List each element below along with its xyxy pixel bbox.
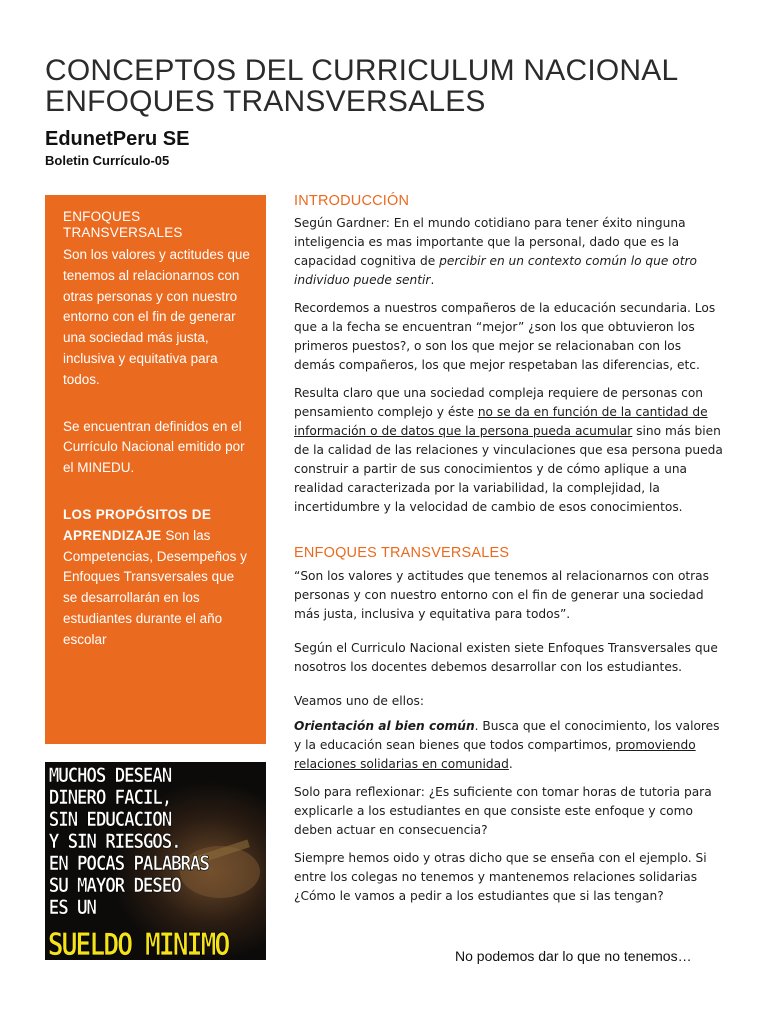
bulletin-label: Boletin Currículo-05 [45,153,170,168]
orientacion-end: . [508,757,513,771]
sidebar-heading-line-1: ENFOQUES [63,209,141,224]
orientacion-underline: promoviendo relaciones solidarias en comunidad [294,738,696,771]
intro-p3-rest: sino más bien de la calidad de las relaciones y vinculaciones que esa persona pueda construir a partir de sus conocimientos y de cómo aplique a una realidad caracterizada por la variabilidad, la complejidad, la incertidumbre y la velocidad de cambio de esos conocimientos. [294,424,723,514]
sidebar-definition: Son los valores y actitudes que tenemos al relacionarnos con otras personas y con nuestro entorno con el fin de generar una sociedad más justa, inclusiva y equitativa para todos. [63,247,250,387]
poster-line-5: EN POCAS PALABRAS [48,853,209,876]
enfoques-veamos: Veamos uno de ellos: [294,694,424,708]
main-column [294,192,724,906]
enfoques-reflexionar-paragraph: Solo para reflexionar: ¿Es suficiente con tomar horas de tutoria para explicarle a los estudiantes en que consiste este enfoque y como deben actuar en consecuencia? [294,785,712,837]
sidebar-heading-line-2: TRANSVERSALES [63,225,183,240]
title-line-1: CONCEPTOS DEL CURRICULUM NACIONAL [45,54,679,87]
intro-p1-italic: percibir en un contexto común lo que otro individuo puede sentir [294,254,697,287]
closing-statement: No podemos dar lo que no tenemos… [455,948,692,964]
intro-title: INTRODUCCIÓN [294,193,410,209]
poster-line-1: MUCHOS DESEAN [48,765,172,788]
enfoques-orientacion-paragraph [294,717,724,774]
poster-line-2: DINERO FACIL, [48,787,172,810]
enfoques-curriculo-paragraph: Según el Curriculo Nacional existen siete Enfoques Transversales que nosotros los docentes debemos desarrollar con los estudiantes. [294,641,718,674]
poster-highlight: SUELDO MINIMO [47,926,229,960]
intro-p3-underline: no se da en función de la cantidad de información o de datos que la persona pueda acumular [294,405,708,438]
orientacion-label: Orientación al bien común [294,719,475,733]
poster-graphic [45,762,266,960]
sidebar-purposes [63,505,252,651]
poster-line-7: ES UN [48,897,96,920]
sidebar-purposes-lead: LOS PROPÓSITOS DE APRENDIZAJE [63,506,212,543]
poster-line-4: Y SIN RIESGOS. [48,831,181,854]
sidebar-purposes-text: Son las Competencias, Desempeños y Enfoques Transversales que se desarrollarán en los estudiantes durante el año escolar [63,527,247,647]
enfoques-quote: “Son los valores y actitudes que tenemos al relacionarnos con otras personas y con nuestro entorno con el fin de generar una sociedad más justa, inclusiva y equitativa para todos”. [294,569,710,621]
publisher-name: EdunetPeru SE [45,128,190,150]
enfoques-siempre-paragraph: Siempre hemos oido y otras dicho que se enseña con el ejemplo. Si entre los colegas no tenemos y mantenemos relaciones solidarias ¿Cómo le vamos a pedir a los estudiantes que si las tengan? [294,851,707,903]
enfoques-title: ENFOQUES TRANSVERSALES [294,545,510,561]
intro-paragraph-2: Recordemos a nuestros compañeros de la educación secundaria. Los que a la fecha se encuentran “mejor” ¿son los que obtuvieron los primeros puestos?, o son los que mejor se relacionaban con los demás compañeros, los que mejor respetaban las diferencias, etc. [294,301,716,372]
page-title [45,55,745,117]
intro-paragraph-1 [294,214,724,290]
sidebar-heading [63,209,252,241]
title-line-2: ENFOQUES TRANSVERSALES [45,85,486,118]
intro-p3-text: Resulta claro que una sociedad compleja requiere de personas con pensamiento complejo y éste [294,386,703,419]
motivational-poster [45,762,266,960]
poster-line-6: SU MAYOR DESEO [48,875,181,898]
intro-p1-text: Según Gardner: En el mundo cotidiano para tener éxito ninguna inteligencia es mas importante que la personal, dado que es la capacidad cognitiva de [294,216,686,268]
sidebar-source: Se encuentran definidos en el Currículo Nacional emitido por el MINEDU. [63,418,245,476]
orientacion-text: . Busca que el conocimiento, los valores y la educación sean bienes que todos compartimos, [294,719,720,752]
poster-line-3: SIN EDUCACION [48,809,172,832]
intro-paragraph-3 [294,384,724,517]
intro-p1-end: . [430,273,435,287]
orange-sidebar [45,195,266,744]
